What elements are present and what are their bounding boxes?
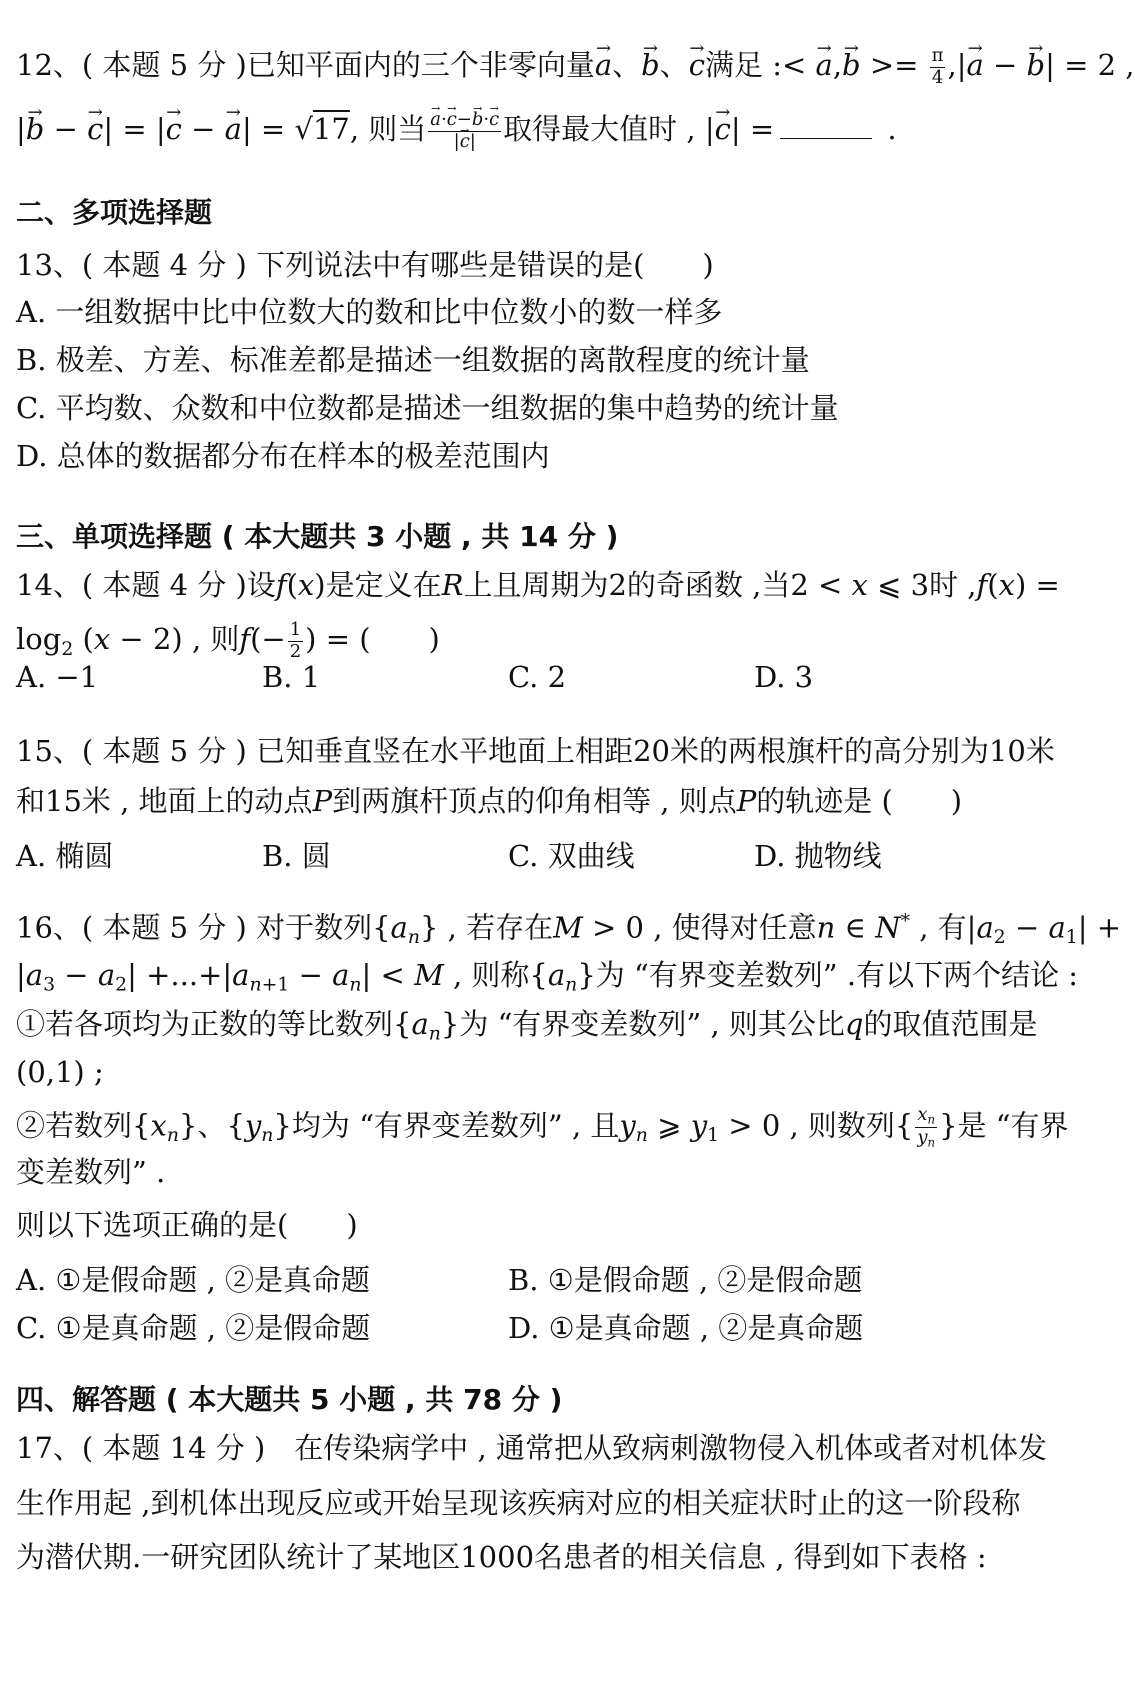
- q16-option-b: B. ①是假命题 , ②是假命题: [508, 1263, 863, 1297]
- q16-line3: ①若各项均为正数的等比数列$\{a_n\}$为 “有界变差数列” , 则其公比q的取值范围是: [16, 1007, 1038, 1045]
- q12-line2: |→ b − → c| = |→ c − → a| = √17, 则当 → $\frac{a\cdot\to c-\to b\cdot\to c}{|\to c|}$ 取得最大值时 , |→ c| = .: [16, 110, 1066, 152]
- q12-stem-head: 12、( 本题 5 分 )已知平面内的三个非零向量: [16, 48, 595, 83]
- q17-line1: 17、( 本题 14 分 ) 在传染病学中 , 通常把从致病刺激物侵入机体或者对机体发: [16, 1431, 1047, 1465]
- q17-line2: 生作用起 ,到机体出现反应或开始呈现该疾病对应的相关症状时止的这一阶段称: [16, 1486, 1021, 1520]
- q16-option-a: A. ①是假命题 , ②是真命题: [16, 1263, 371, 1297]
- q14-option-c: C. 2: [508, 660, 567, 694]
- q16-line5: ②若数列$\{x_n\}$、$\{y_n\}$均为 “有界变差数列” , 且$y_n$ ⩾ $y_1 > 0$ , 则数列{ $\frac{x_n}{y_n}$ }是 “有界: [16, 1104, 1069, 1150]
- q14-option-b: B. 1: [262, 660, 321, 694]
- q14-option-d: D. 3: [754, 660, 814, 694]
- q16-option-d: D. ①是真命题 , ②是真命题: [508, 1311, 864, 1345]
- q14-line1: 14、( 本题 4 分 )设f(x)是定义在R上且周期为2的奇函数 ,当2 < x ⩽ 3时 ,f(x) =: [16, 568, 1060, 602]
- q15-option-c: C. 双曲线: [508, 839, 635, 873]
- section-3-title: 三、单项选择题 ( 本大题共 3 小题 , 共 14 分 ): [16, 520, 619, 553]
- q17-line3: 为潜伏期.一研究团队统计了某地区1000名患者的相关信息 , 得到如下表格 :: [16, 1540, 987, 1574]
- q16-option-c: C. ①是真命题 , ②是假命题: [16, 1311, 371, 1345]
- q15-option-b: B. 圆: [262, 839, 331, 873]
- q16-line4: (0,1) ;: [16, 1055, 104, 1089]
- q15-line1: 15、( 本题 5 分 ) 已知垂直竖在水平地面上相距20米的两根旗杆的高分别为10米: [16, 734, 1055, 768]
- answer-blank: [780, 112, 872, 139]
- q16-line7: 则以下选项正确的是( ): [16, 1208, 358, 1242]
- pi-over-4: $\frac{\pi}{4}$: [931, 45, 944, 88]
- q15-line2: 和15米 , 地面上的动点P到两旗杆顶点的仰角相等 , 则点P的轨迹是 ( ): [16, 784, 963, 818]
- q13-option-c: C. 平均数、众数和中位数都是描述一组数据的集中趋势的统计量: [16, 391, 839, 425]
- q16-line2: $|a_3 - a_2| +...+|a_{n+1} - a_n| < M$ , 则称$\{a_n\}$为 “有界变差数列” .有以下两个结论 :: [16, 958, 1079, 996]
- q14-option-a: A. −1: [16, 660, 99, 694]
- q16-line1: 16、( 本题 5 分 ) 对于数列$\{a_n\}$ , 若存在M > 0 , 使得对任意n ∈ N* , 有$|a_2 - a_1|$ +: [16, 910, 1122, 948]
- q15-option-a: A. 椭圆: [16, 839, 114, 873]
- vector-b: → b: [641, 50, 660, 82]
- section-2-title: 二、多项选择题: [16, 196, 213, 229]
- q13-option-b: B. 极差、方差、标准差都是描述一组数据的离散程度的统计量: [16, 343, 810, 377]
- q12-line1: 12、( 本题 5 分 )已知平面内的三个非零向量→ a、→ b、→ c满足 :< → a,→ b >= $\frac{\pi}{4}$ ,|→ a − → b| = 2 ,: [16, 46, 1066, 88]
- section-4-title: 四、解答题 ( 本大题共 5 小题 , 共 78 分 ): [16, 1383, 563, 1416]
- q14-line2: $\log_2 (x - 2)$ , 则f(− $\frac{1}{2}$ ) = ( ): [16, 619, 440, 662]
- vector-a: → a: [595, 50, 612, 82]
- q13-option-d: D. 总体的数据都分布在样本的极差范围内: [16, 439, 550, 473]
- dot-product-fraction: → $\frac{a\cdot\to c-\to b\cdot\to c}{|\to c|}$: [428, 110, 501, 152]
- q13-option-a: A. 一组数据中比中位数大的数和比中位数小的数一样多: [16, 295, 723, 329]
- q13-stem: 13、( 本题 4 分 ) 下列说法中有哪些是错误的是( ): [16, 248, 714, 282]
- q16-line6: 变差数列” .: [16, 1155, 166, 1189]
- vector-c: → c: [689, 50, 705, 82]
- q15-option-d: D. 抛物线: [754, 839, 882, 873]
